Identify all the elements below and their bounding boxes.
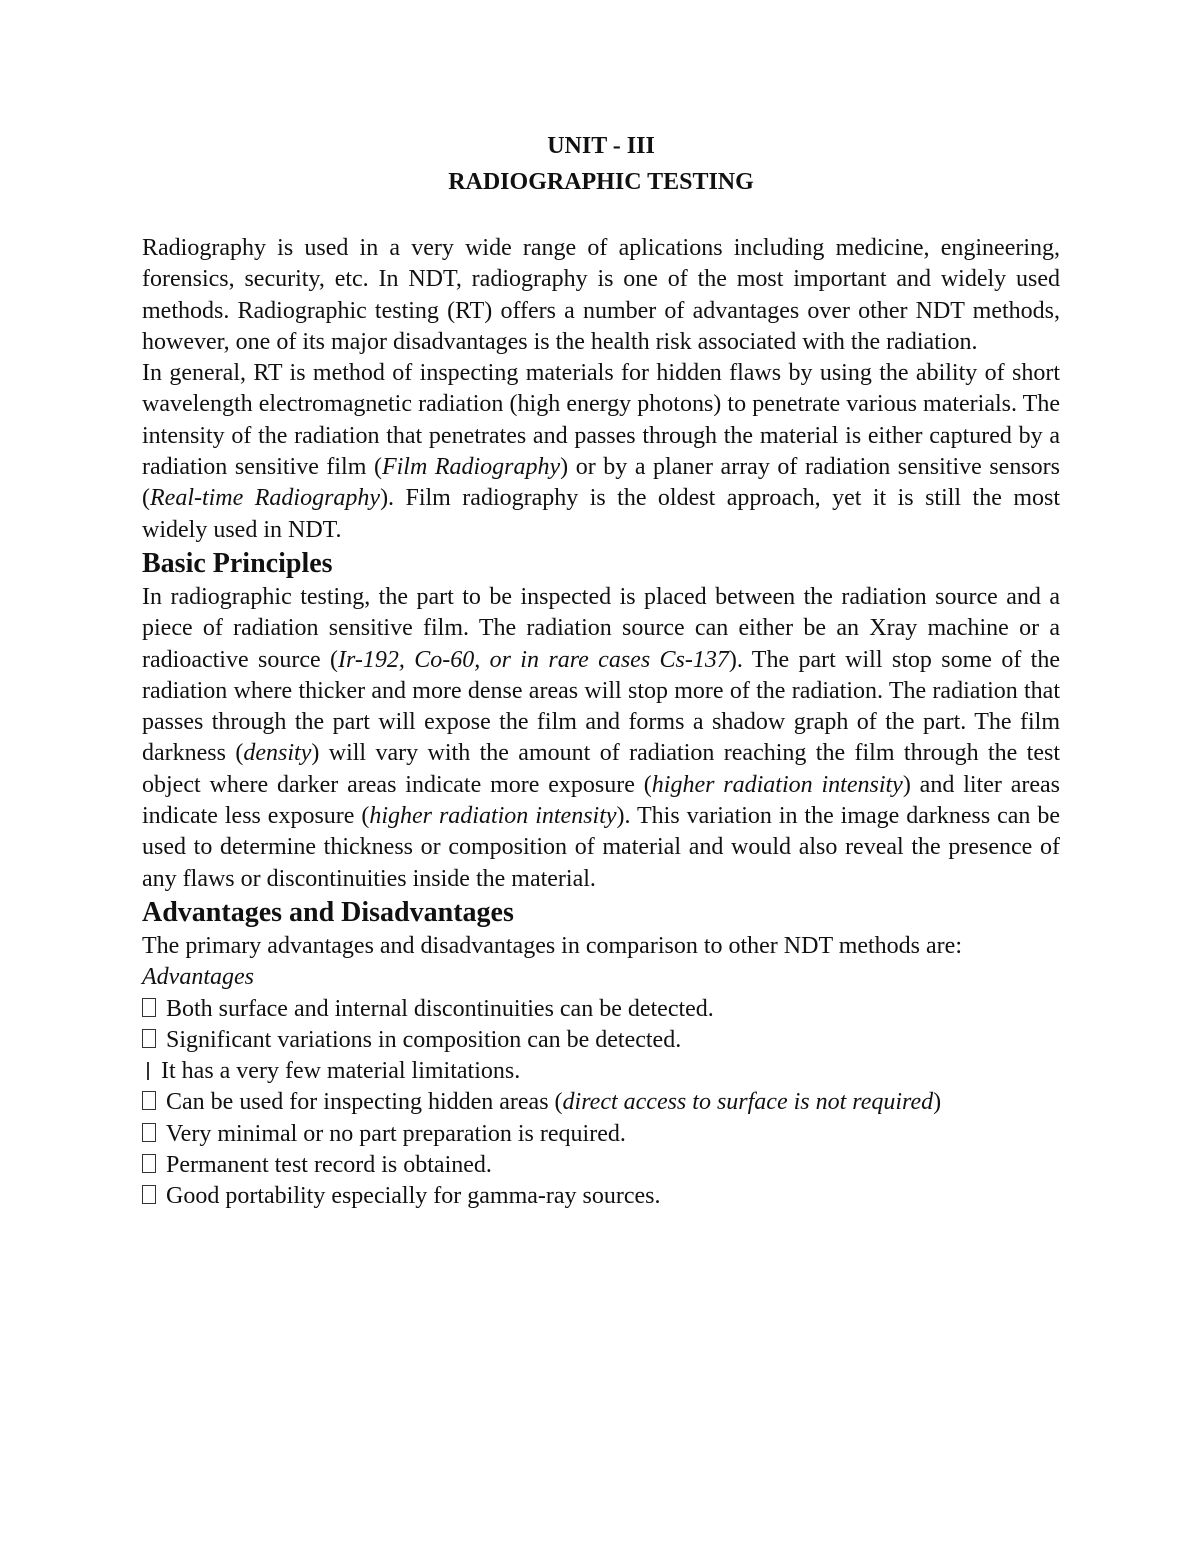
advantage-item-1 (142, 994, 1060, 1025)
intro-p2-text-c: ). Film radiography is the oldest approach, yet it is still the most widely used in NDT. (142, 485, 1060, 543)
advantage-text-3: It has a very few material limitations. (161, 1058, 521, 1085)
higher-intensity-term-2: higher radiation intensity (369, 803, 617, 830)
higher-intensity-term-1: higher radiation intensity (651, 771, 903, 798)
intro-paragraph-1: Radiography is used in a very wide range of aplications including medicine, engineering, forensics, security, etc. In NDT, radiography is one of the most important and widely used methods. Radiographic testing (RT) offers a number of advantages over other NDT methods, however, one of its major disadvantages is the health risk associated with the radiation. (142, 235, 1060, 355)
advantage-text-2: Significant variations in composition can be detected. (166, 1026, 682, 1053)
basic-principles-paragraph (142, 582, 1060, 895)
bullet-box-icon (142, 1123, 156, 1142)
bp-text-2: ). The part will stop some of the radiation where thicker and more dense areas will stop more of the radiation. The radiation that passes through the part will expose the film and forms a shadow graph of the part. The film darkness ( (142, 646, 1061, 767)
bp-text-4: ) and liter areas indicate less exposure ( (142, 771, 1060, 830)
advantages-list (142, 994, 1060, 1213)
advantage-item-6 (142, 1150, 1060, 1181)
bullet-bar-icon (147, 1062, 149, 1080)
advantage-item-5 (142, 1119, 1060, 1150)
density-term: density (243, 740, 312, 767)
document-title: RADIOGRAPHIC TESTING (448, 169, 754, 195)
advantage-text-4a: Can be used for inspecting hidden areas ( (166, 1089, 563, 1116)
intro-p2-text-a: In general, RT is method of inspecting materials for hidden flaws by using the ability of short wavelength electromagnetic radiation (high energy photons) to penetrate various materials. The intensity of the radiation that penetrates and passes through the material is either captured by a radiation sensitive film ( (142, 360, 1060, 481)
bullet-box-icon (142, 1154, 156, 1173)
advantage-item-4 (142, 1087, 1060, 1118)
basic-principles-heading: Basic Principles (142, 547, 333, 579)
advantage-item-3 (142, 1056, 1060, 1087)
adv-disadv-intro: The primary advantages and disadvantages in comparison to other NDT methods are: (142, 932, 962, 959)
bullet-box-icon (142, 1029, 156, 1048)
advantage-text-4-italic: direct access to surface is not required (562, 1089, 934, 1116)
advantage-text-5: Very minimal or no part preparation is required. (166, 1120, 626, 1147)
realtime-radiography-term: Real-time Radiography (150, 485, 381, 512)
advantage-item-2 (142, 1025, 1060, 1056)
intro-paragraph-2 (142, 358, 1060, 546)
bp-text-5: ). This variation in the image darkness can be used to determine thickness or composition of material and would also reveal the presence of any flaws or discontinuities inside the material. (142, 803, 1060, 892)
advantage-item-7 (142, 1181, 1060, 1212)
advantage-text-6: Permanent test record is obtained. (166, 1152, 492, 1179)
advantages-disadvantages-heading: Advantages and Disadvantages (142, 896, 514, 928)
radiation-sources: Ir-192, Co-60, or in rare cases Cs-137 (338, 646, 729, 673)
advantage-text-4b: ) (933, 1089, 942, 1116)
bullet-box-icon (142, 1185, 156, 1204)
bp-text-3: ) will vary with the amount of radiation reaching the film through the test object where darker areas indicate more exposure ( (142, 740, 1061, 798)
film-radiography-term: Film Radiography (381, 454, 561, 481)
bullet-box-icon (142, 998, 156, 1017)
bp-text-1: In radiographic testing, the part to be inspected is placed between the radiation source and a piece of radiation sensitive film. The radiation source can either be an Xray machine or a radioactive source ( (142, 583, 1060, 673)
bullet-box-icon (142, 1091, 156, 1110)
unit-title: UNIT - III (547, 133, 655, 159)
advantage-text-7: Good portability especially for gamma-ray sources. (166, 1183, 661, 1210)
intro-p2-text-b: ) or by a planer array of radiation sensitive sensors ( (142, 454, 1061, 512)
document-page (142, 128, 1060, 1213)
advantage-text-1: Both surface and internal discontinuities can be detected. (166, 995, 714, 1022)
advantages-label: Advantages (142, 964, 254, 991)
